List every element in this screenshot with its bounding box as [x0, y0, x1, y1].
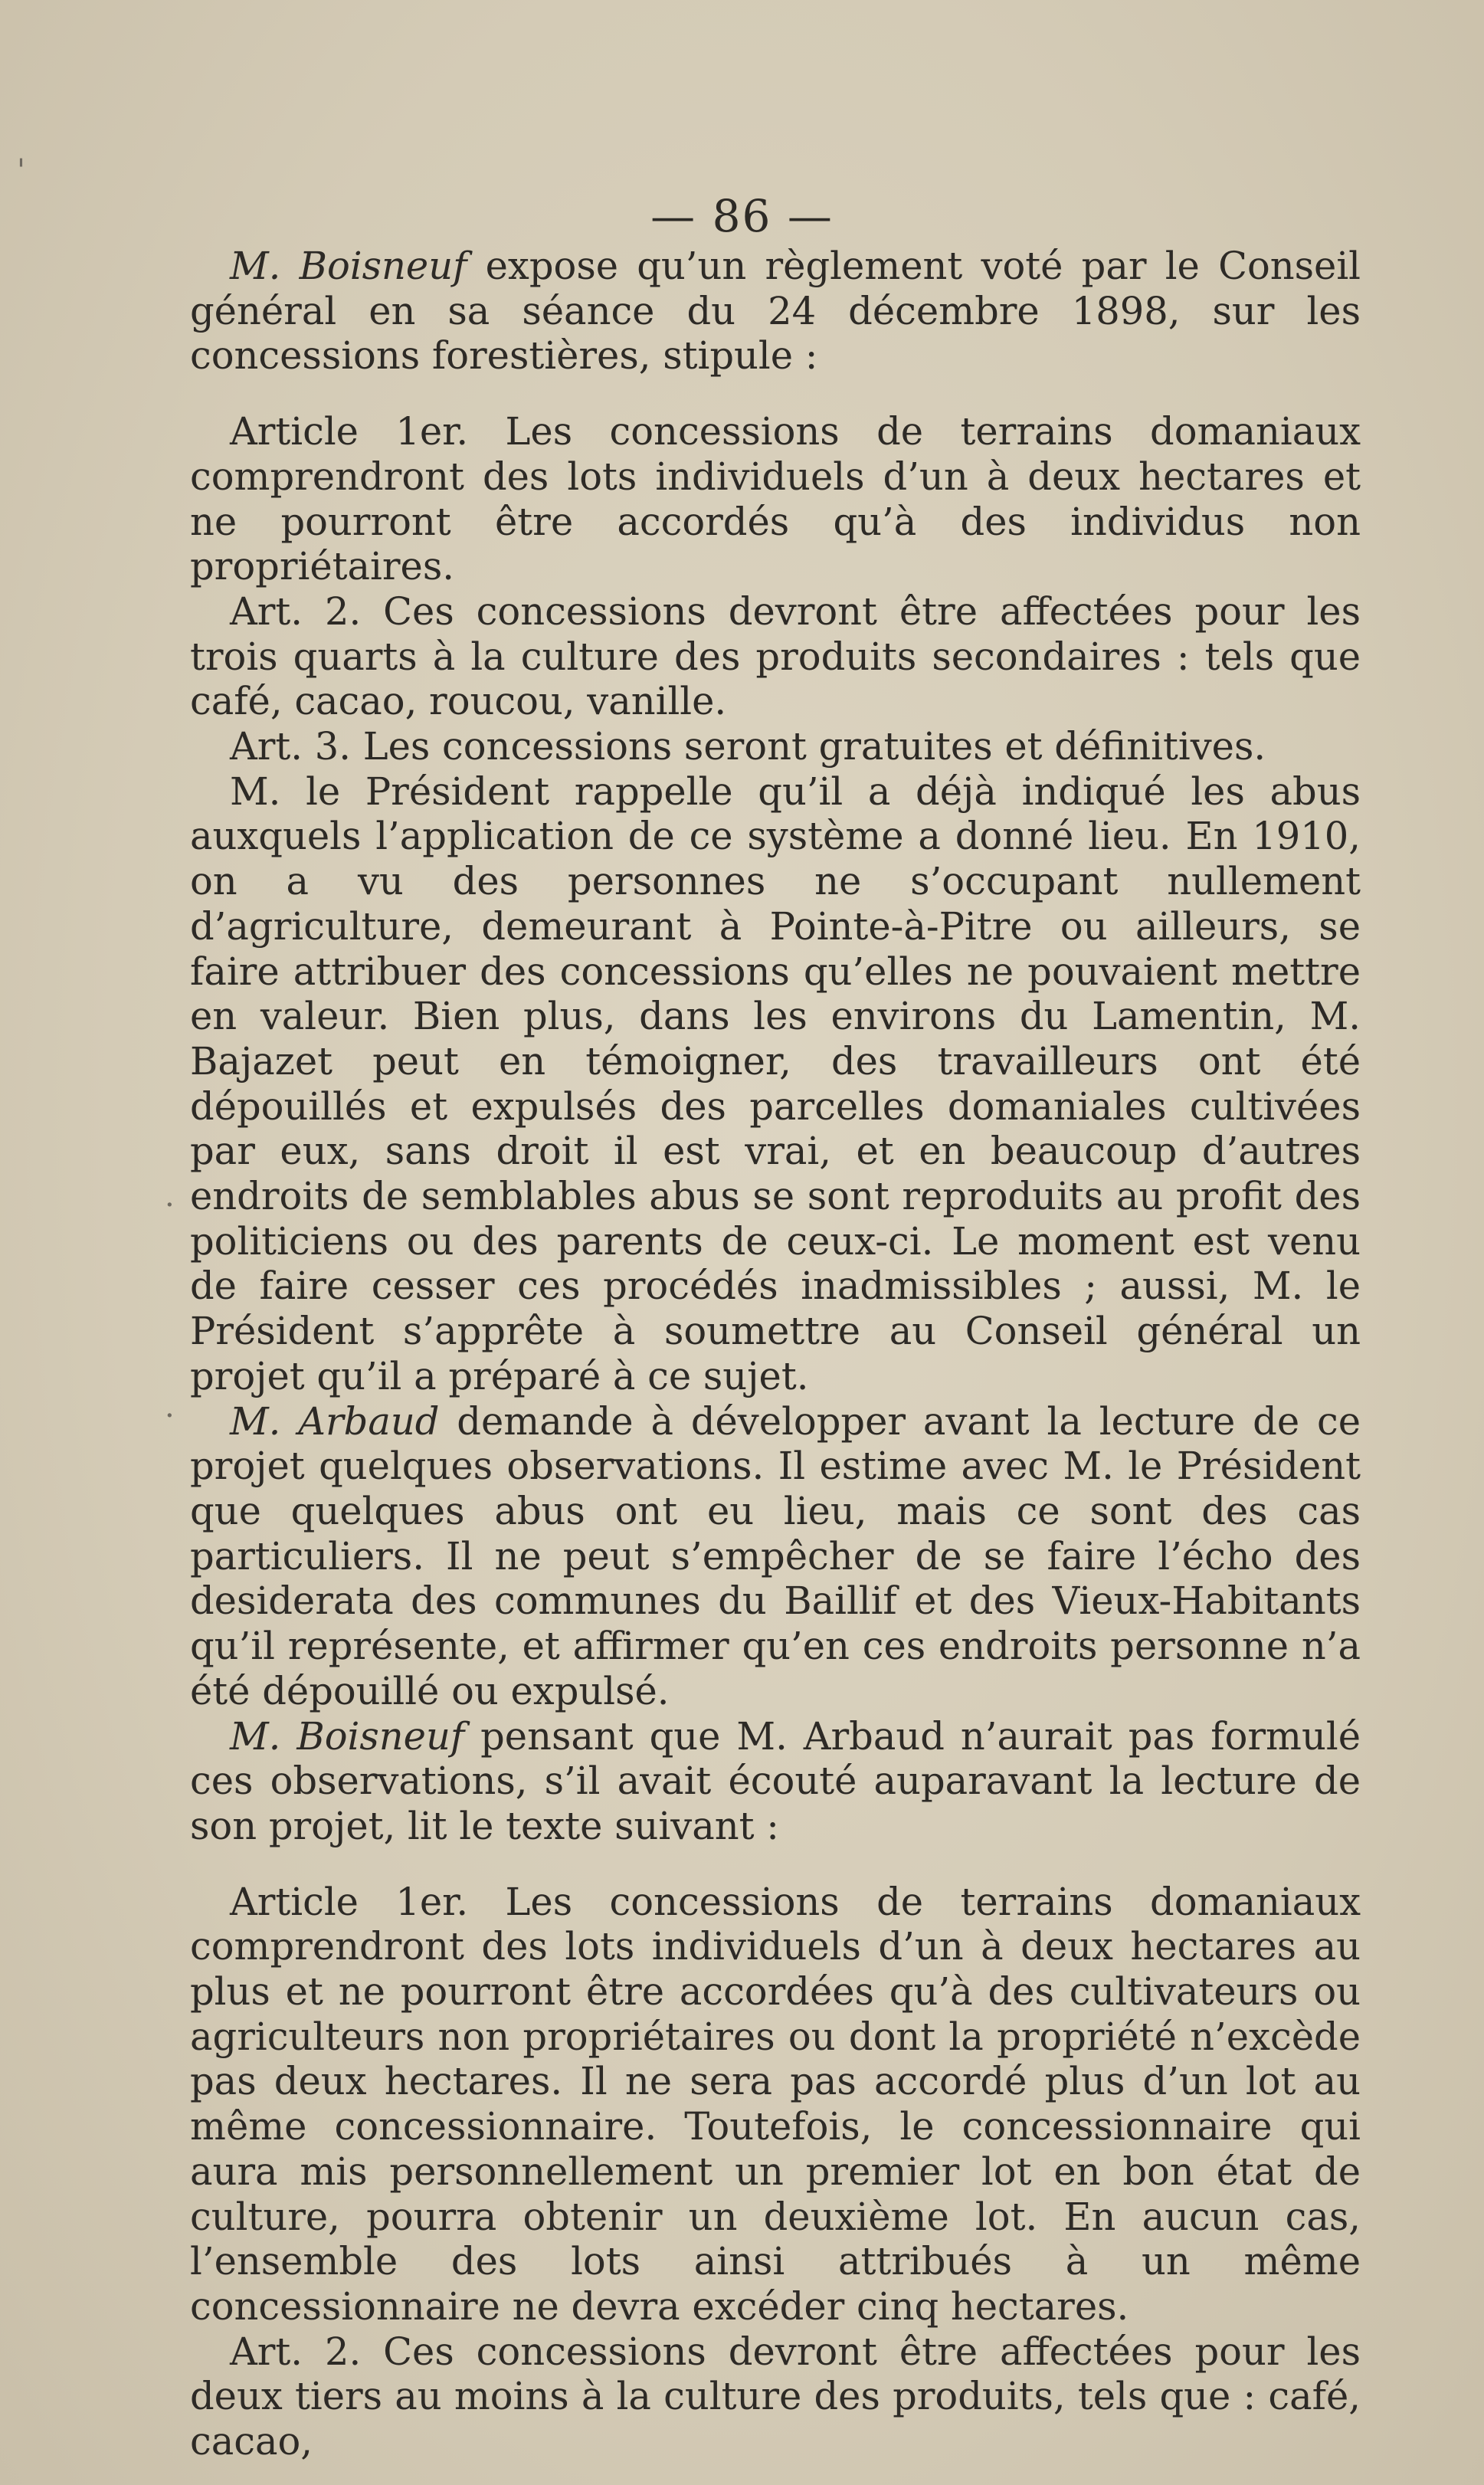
speaker-name: M. Boisneuf — [230, 1713, 465, 1759]
paragraph-text: M. le Président rappelle qu’il a déjà indiqué les abus auxquels l’application de ce système a donné lieu. En 1910, on a vu des personnes ne s’occupant nullement d’agriculture, demeurant à Pointe-à-Pitre ou ailleurs, se faire attribuer des concessions qu’elles ne pouvaient mettre en valeur. Bien plus, dans les environs du Lamentin, M. Bajazet peut en témoigner, des travailleurs ont été dépouillés et expulsés des parcelles domaniales cultivées par eux, sans droit il est vrai, et en beaucoup d’autres endroits de semblables abus se sont reproduits au profit des politiciens ou des parents de ceux-ci. Le moment est venu de faire cesser ces procédés inadmissibles ; aussi, M. le Président s’apprête à soumettre au Conseil général un projet qu’il a préparé à ce sujet. — [190, 769, 1361, 1398]
paragraph — [190, 409, 1361, 589]
page-number: — 86 — — [650, 190, 834, 242]
speaker-name: M. Arbaud — [230, 1398, 440, 1444]
paragraph-text: Article 1er. Les concessions de terrains domaniaux comprendront des lots individuels d’un à deux hectares et ne pourront être accordés qu’à des individus non propriétaires. — [190, 409, 1361, 589]
paragraph-text: Art. 3. Les concessions seront gratuites et définitives. — [230, 724, 1266, 769]
paragraph — [190, 724, 1361, 769]
paragraph — [190, 1399, 1361, 1714]
paragraph — [190, 769, 1361, 1399]
paragraph — [190, 244, 1361, 379]
paragraph-text: Art. 2. Ces concessions devront être affectées pour les trois quarts à la culture des produits secondaires : tels que café, cacao, roucou, vanille. — [190, 588, 1361, 724]
speaker-name: M. Boisneuf — [230, 244, 467, 288]
paragraph — [190, 2329, 1361, 2464]
margin-mark: · — [165, 1188, 175, 1223]
paragraph — [190, 589, 1361, 724]
paragraph-text: pensant que M. Arbaud n’aurait pas formulé ces observations, s’il avait écouté auparavant la lecture de son projet, lit le texte suivant : — [190, 1713, 1361, 1848]
paragraph — [190, 1880, 1361, 2329]
paragraph-text: Art. 2. Ces concessions devront être affectées pour les deux tiers au moins à la culture des produits, tels que : café, cacao, — [190, 2329, 1361, 2464]
margin-mark: ' — [17, 153, 25, 189]
paragraph — [190, 1714, 1361, 1849]
paragraph-text: demande à développer avant la lecture de ce projet quelques observations. Il estime avec M. le Président que quelques abus ont eu lieu, mais ce sont des cas particuliers. Il ne peut s’empêcher de se faire l’écho des desiderata des communes du Baillif et des Vieux-Habitants qu’il représente, et affirmer qu’en ces endroits personne n’a été dépouillé ou expulsé. — [190, 1398, 1361, 1713]
body-text — [190, 244, 1361, 2464]
paragraph-text: expose qu’un règlement voté par le Conseil général en sa séance du 24 décembre 1898, sur les concessions forestières, stipule : — [190, 244, 1361, 379]
margin-mark: · — [165, 1398, 175, 1434]
paragraph-text: Article 1er. Les concessions de terrains domaniaux comprendront des lots individuels d’un à deux hectares au plus et ne pourront être accordées qu’à des cultivateurs ou agriculteurs non propriétaires ou dont la propriété n’excède pas deux hectares. Il ne sera pas accordé plus d’un lot au même concessionnaire. Toutefois, le concessionnaire qui aura mis personnellement un premier lot en bon état de culture, pourra obtenir un deuxième lot. En aucun cas, l’ensemble des lots ainsi attribués à un même concessionnaire ne devra excéder cinq hectares. — [190, 1879, 1361, 2329]
